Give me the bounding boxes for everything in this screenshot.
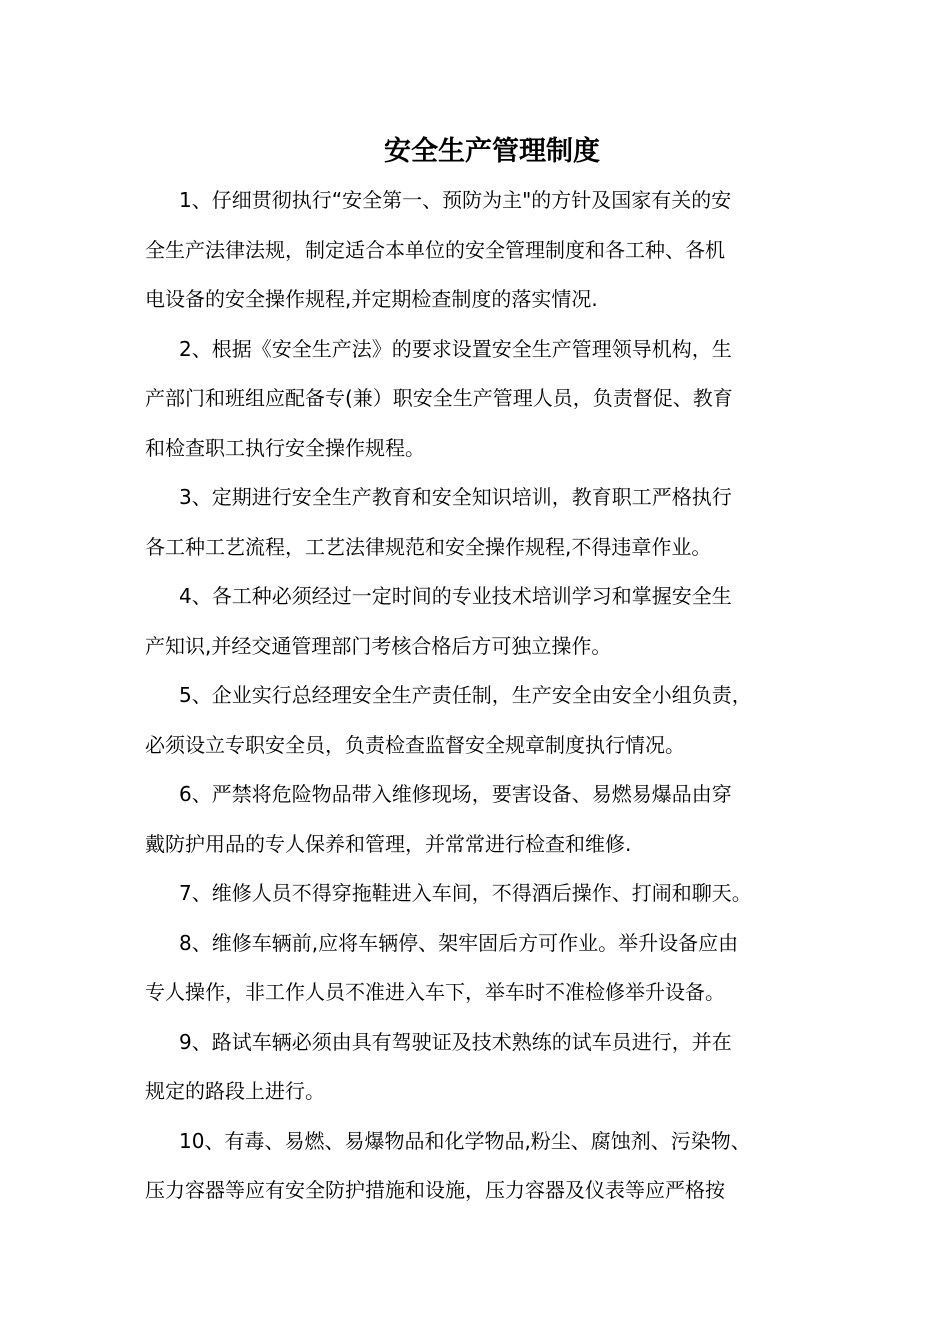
paragraph-line: 电设备的安全操作规程,并定期检查制度的落实情况. [145, 287, 598, 311]
paragraph-2 [145, 325, 825, 474]
paragraph-3 [145, 473, 825, 572]
paragraph-line: 压力容器等应有安全防护措施和设施，压力容器及仪表等应严格按 [145, 1178, 725, 1202]
paragraph-line: 2、根据《安全生产法》的要求设置安全生产管理领导机构，生 [179, 336, 732, 361]
paragraph-line: 产知识,并经交通管理部门考核合格后方可独立操作。 [145, 633, 612, 658]
paragraph-line: 各工种工艺流程，工艺法律规范和安全操作规程,不得违章作业。 [145, 534, 712, 559]
paragraph-line: 6、严禁将危险物品带入维修现场，要害设备、易燃易爆品由穿 [179, 782, 732, 806]
paragraph-line: 7、维修人员不得穿拖鞋进入车间，不得酒后操作、打闹和聊天。 [179, 881, 752, 905]
paragraph-line: 5、企业实行总经理安全生产责任制，生产安全由安全小组负责， [179, 683, 752, 707]
paragraph-line: 产部门和班组应配备专(兼）职安全生产管理人员，负责督促、教育 [145, 386, 733, 410]
paragraph-10 [145, 1117, 825, 1216]
paragraph-6 [145, 770, 825, 869]
paragraph-line: 3、定期进行安全生产教育和安全知识培训，教育职工严格执行 [179, 485, 732, 509]
paragraph-1 [145, 176, 825, 325]
paragraph-5 [145, 671, 825, 770]
paragraph-line: 4、各工种必须经过一定时间的专业技术培训学习和掌握安全生 [179, 584, 732, 608]
document-title: 安全生产管理制度 [384, 136, 600, 167]
paragraph-line: 9、路试车辆必须由具有驾驶证及技术熟练的试车员进行，并在 [179, 1029, 732, 1054]
paragraph-line: 全生产法律法规，制定适合本单位的安全管理制度和各工种、各机 [145, 237, 725, 262]
paragraph-8 [145, 919, 825, 1018]
paragraph-line: 必须设立专职安全员，负责检查监督安全规章制度执行情况。 [145, 732, 685, 757]
paragraph-line: 1、仔细贯彻执行“安全第一、预防为主"的方针及国家有关的安 [179, 188, 732, 212]
paragraph-line: 戴防护用品的专人保养和管理，并常常进行检查和维修. [145, 831, 632, 856]
paragraph-line: 专人操作，非工作人员不准进入车下，举车时不准检修举升设备。 [145, 980, 725, 1004]
paragraph-4 [145, 572, 825, 671]
paragraph-line: 10、有毒、易燃、易爆物品和化学物品,粉尘、腐蚀剂、污染物、 [179, 1128, 751, 1153]
paragraph-line: 8、维修车辆前,应将车辆停、架牢固后方可作业。举升设备应由 [179, 930, 739, 955]
paragraph-7 [145, 869, 825, 919]
paragraph-line: 规定的路段上进行。 [145, 1079, 325, 1103]
paragraph-line: 和检查职工执行安全操作规程。 [145, 435, 425, 460]
document-body [145, 176, 825, 1216]
paragraph-9 [145, 1018, 825, 1117]
